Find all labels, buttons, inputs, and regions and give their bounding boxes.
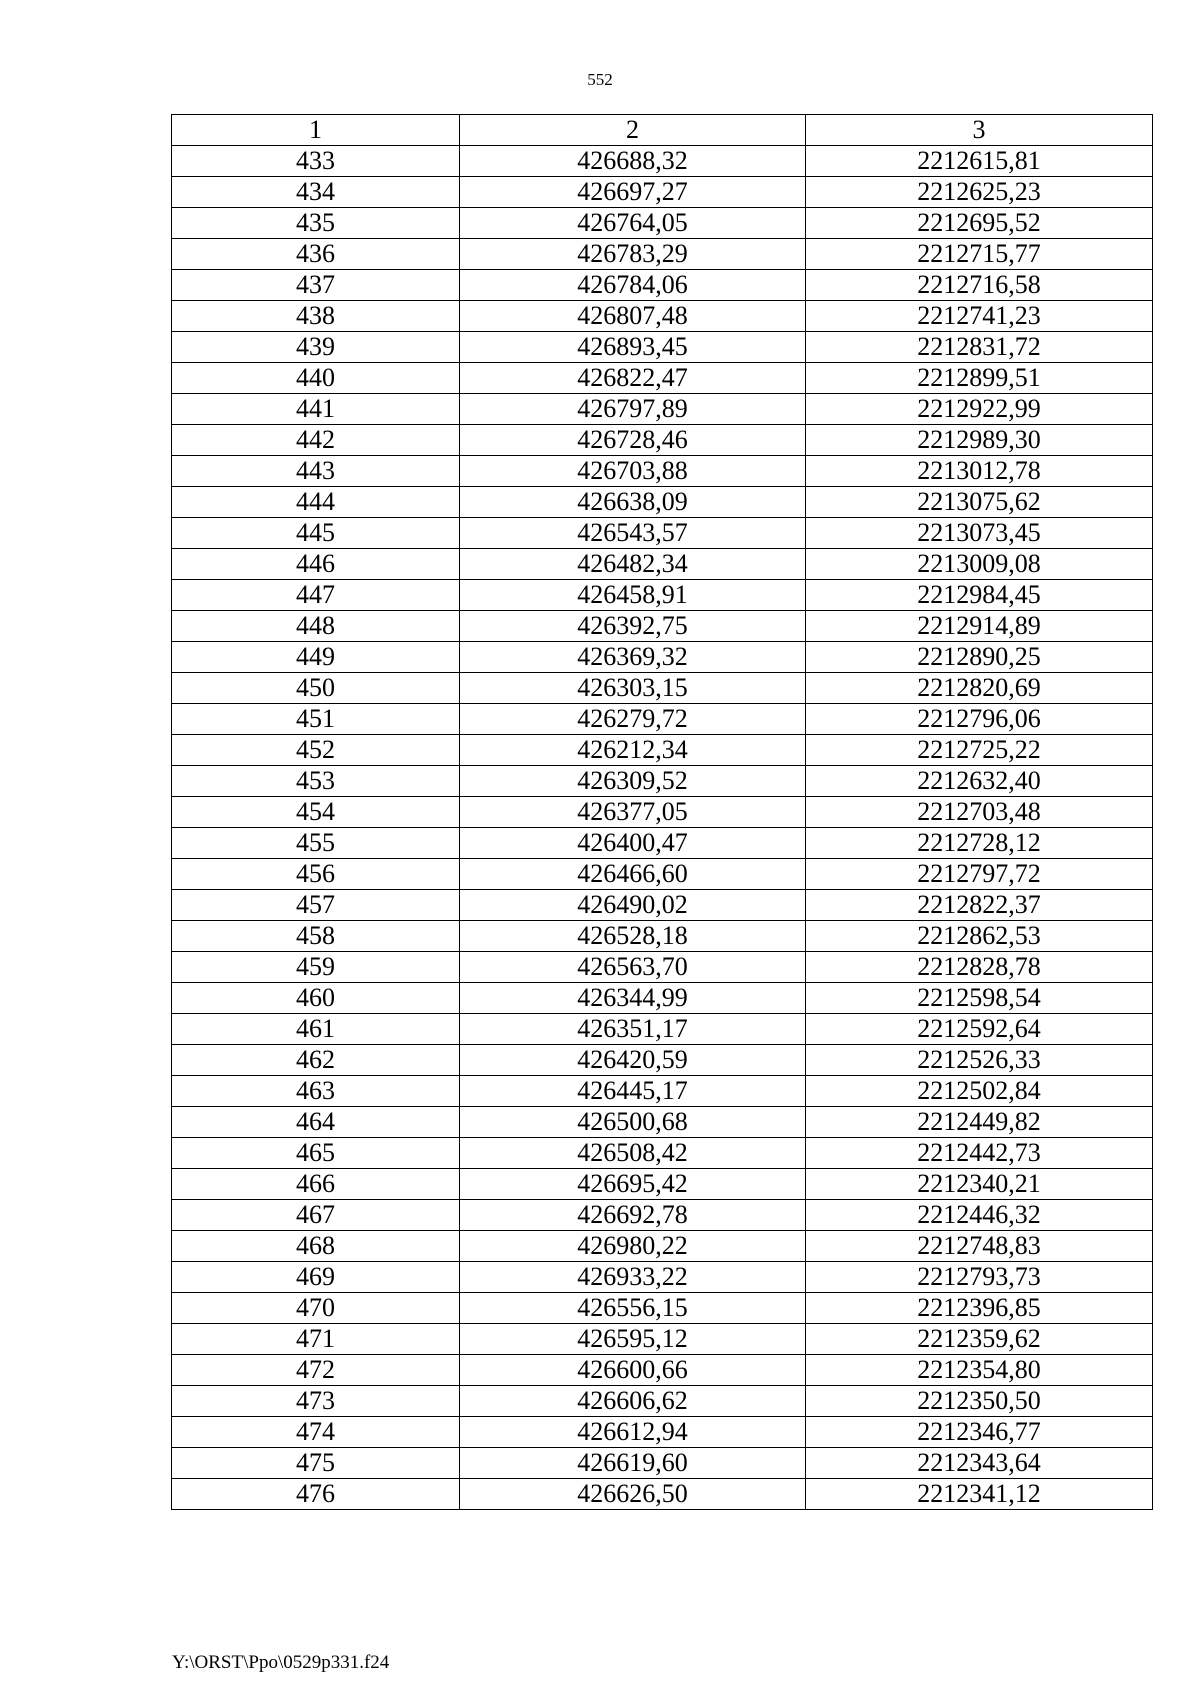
table-cell-col-2: 426980,22 <box>460 1231 806 1262</box>
table-cell-col-3: 2212502,84 <box>806 1076 1153 1107</box>
table-cell-col-1: 441 <box>172 394 460 425</box>
table-cell-col-2: 426638,09 <box>460 487 806 518</box>
table-row <box>172 549 1153 580</box>
table-cell-col-1: 449 <box>172 642 460 673</box>
table-cell-col-1: 464 <box>172 1107 460 1138</box>
footer-file-path: Y:\ORST\Ppo\0529p331.f24 <box>172 1652 390 1673</box>
table-row <box>172 642 1153 673</box>
table-row <box>172 1231 1153 1262</box>
table-cell-col-3: 2213075,62 <box>806 487 1153 518</box>
table-cell-col-3: 2212797,72 <box>806 859 1153 890</box>
table-cell-col-1: 455 <box>172 828 460 859</box>
table-row <box>172 611 1153 642</box>
table-cell-col-1: 436 <box>172 239 460 270</box>
table-cell-col-3: 2212716,58 <box>806 270 1153 301</box>
table-cell-col-1: 442 <box>172 425 460 456</box>
table-cell-col-3: 2212820,69 <box>806 673 1153 704</box>
table-cell-col-1: 465 <box>172 1138 460 1169</box>
table-cell-col-3: 2212625,23 <box>806 177 1153 208</box>
table-cell-col-3: 2212828,78 <box>806 952 1153 983</box>
table-cell-col-1: 470 <box>172 1293 460 1324</box>
table-row <box>172 301 1153 332</box>
table-cell-col-2: 426377,05 <box>460 797 806 828</box>
table-row <box>172 394 1153 425</box>
table-cell-col-3: 2212984,45 <box>806 580 1153 611</box>
table-cell-col-2: 426344,99 <box>460 983 806 1014</box>
table-cell-col-1: 461 <box>172 1014 460 1045</box>
table-cell-col-2: 426543,57 <box>460 518 806 549</box>
table-cell-col-2: 426797,89 <box>460 394 806 425</box>
table-cell-col-1: 454 <box>172 797 460 828</box>
table-cell-col-1: 475 <box>172 1448 460 1479</box>
table-cell-col-2: 426445,17 <box>460 1076 806 1107</box>
table-cell-col-3: 2212741,23 <box>806 301 1153 332</box>
table-cell-col-2: 426303,15 <box>460 673 806 704</box>
table-cell-col-1: 447 <box>172 580 460 611</box>
table-cell-col-3: 2212748,83 <box>806 1231 1153 1262</box>
table-row <box>172 1107 1153 1138</box>
table-cell-col-1: 448 <box>172 611 460 642</box>
table-cell-col-2: 426626,50 <box>460 1479 806 1510</box>
table-row <box>172 270 1153 301</box>
table-cell-col-2: 426400,47 <box>460 828 806 859</box>
table-row <box>172 177 1153 208</box>
table-cell-col-1: 451 <box>172 704 460 735</box>
table-cell-col-3: 2213073,45 <box>806 518 1153 549</box>
table-cell-col-3: 2212728,12 <box>806 828 1153 859</box>
table-cell-col-3: 2212592,64 <box>806 1014 1153 1045</box>
header-row <box>172 115 1153 146</box>
table-cell-col-3: 2212890,25 <box>806 642 1153 673</box>
table-cell-col-3: 2212354,80 <box>806 1355 1153 1386</box>
table-cell-col-1: 433 <box>172 146 460 177</box>
table-cell-col-3: 2212615,81 <box>806 146 1153 177</box>
table-cell-col-2: 426606,62 <box>460 1386 806 1417</box>
table-cell-col-1: 458 <box>172 921 460 952</box>
table-cell-col-3: 2212793,73 <box>806 1262 1153 1293</box>
table-row <box>172 1386 1153 1417</box>
table-cell-col-1: 445 <box>172 518 460 549</box>
table-row <box>172 1355 1153 1386</box>
table-cell-col-1: 460 <box>172 983 460 1014</box>
table-cell-col-3: 2212446,32 <box>806 1200 1153 1231</box>
table-cell-col-2: 426556,15 <box>460 1293 806 1324</box>
table-cell-col-2: 426619,60 <box>460 1448 806 1479</box>
table-cell-col-2: 426466,60 <box>460 859 806 890</box>
table-cell-col-3: 2212899,51 <box>806 363 1153 394</box>
table-cell-col-1: 471 <box>172 1324 460 1355</box>
table-cell-col-3: 2212359,62 <box>806 1324 1153 1355</box>
table-cell-col-3: 2213009,08 <box>806 549 1153 580</box>
table-cell-col-3: 2212632,40 <box>806 766 1153 797</box>
table-cell-col-3: 2212822,37 <box>806 890 1153 921</box>
table-cell-col-3: 2212796,06 <box>806 704 1153 735</box>
table-cell-col-2: 426728,46 <box>460 425 806 456</box>
table-cell-col-3: 2212922,99 <box>806 394 1153 425</box>
table-cell-col-3: 2212449,82 <box>806 1107 1153 1138</box>
page-number: 552 <box>587 70 613 89</box>
table-cell-col-1: 472 <box>172 1355 460 1386</box>
table-cell-col-2: 426458,91 <box>460 580 806 611</box>
table-cell-col-3: 2212725,22 <box>806 735 1153 766</box>
table-cell-col-1: 466 <box>172 1169 460 1200</box>
table-cell-col-1: 443 <box>172 456 460 487</box>
table-cell-col-1: 440 <box>172 363 460 394</box>
table-cell-col-2: 426392,75 <box>460 611 806 642</box>
table-row <box>172 952 1153 983</box>
table-cell-col-1: 435 <box>172 208 460 239</box>
table-cell-col-3: 2212526,33 <box>806 1045 1153 1076</box>
table-cell-col-1: 439 <box>172 332 460 363</box>
table-cell-col-2: 426351,17 <box>460 1014 806 1045</box>
table-row <box>172 1014 1153 1045</box>
table-cell-col-2: 426783,29 <box>460 239 806 270</box>
table-row <box>172 518 1153 549</box>
table-row <box>172 456 1153 487</box>
table-cell-col-2: 426420,59 <box>460 1045 806 1076</box>
table-row <box>172 146 1153 177</box>
table-cell-col-1: 469 <box>172 1262 460 1293</box>
header-col-2: 2 <box>460 115 806 146</box>
table-cell-col-1: 437 <box>172 270 460 301</box>
table-row <box>172 859 1153 890</box>
table-cell-col-3: 2212350,50 <box>806 1386 1153 1417</box>
table-row <box>172 1045 1153 1076</box>
table-row <box>172 828 1153 859</box>
table-cell-col-3: 2213012,78 <box>806 456 1153 487</box>
table-cell-col-3: 2212598,54 <box>806 983 1153 1014</box>
table-cell-col-2: 426692,78 <box>460 1200 806 1231</box>
table-cell-col-2: 426309,52 <box>460 766 806 797</box>
table-cell-col-2: 426595,12 <box>460 1324 806 1355</box>
table-cell-col-3: 2212715,77 <box>806 239 1153 270</box>
table-cell-col-2: 426695,42 <box>460 1169 806 1200</box>
table-cell-col-1: 444 <box>172 487 460 518</box>
table-cell-col-2: 426500,68 <box>460 1107 806 1138</box>
table-cell-col-2: 426528,18 <box>460 921 806 952</box>
table-row <box>172 797 1153 828</box>
table-cell-col-3: 2212831,72 <box>806 332 1153 363</box>
table-row <box>172 208 1153 239</box>
table-cell-col-2: 426764,05 <box>460 208 806 239</box>
table-row <box>172 1479 1153 1510</box>
table-cell-col-1: 467 <box>172 1200 460 1231</box>
table-cell-col-1: 462 <box>172 1045 460 1076</box>
table-cell-col-2: 426279,72 <box>460 704 806 735</box>
table-cell-col-1: 446 <box>172 549 460 580</box>
table-row <box>172 766 1153 797</box>
table-cell-col-2: 426563,70 <box>460 952 806 983</box>
table-cell-col-1: 457 <box>172 890 460 921</box>
table-cell-col-2: 426893,45 <box>460 332 806 363</box>
table-row <box>172 983 1153 1014</box>
coordinates-table <box>171 114 1153 1510</box>
table-cell-col-1: 452 <box>172 735 460 766</box>
table-row <box>172 1200 1153 1231</box>
table-row <box>172 1169 1153 1200</box>
table-cell-col-3: 2212396,85 <box>806 1293 1153 1324</box>
table-cell-col-3: 2212862,53 <box>806 921 1153 952</box>
table-cell-col-2: 426490,02 <box>460 890 806 921</box>
header-col-1: 1 <box>172 115 460 146</box>
table-cell-col-3: 2212343,64 <box>806 1448 1153 1479</box>
table-cell-col-2: 426600,66 <box>460 1355 806 1386</box>
table-cell-col-3: 2212914,89 <box>806 611 1153 642</box>
table-cell-col-2: 426508,42 <box>460 1138 806 1169</box>
table-row <box>172 239 1153 270</box>
table-cell-col-2: 426784,06 <box>460 270 806 301</box>
table-row <box>172 921 1153 952</box>
table-row <box>172 735 1153 766</box>
table-row <box>172 332 1153 363</box>
table-body <box>172 146 1153 1510</box>
table-cell-col-1: 450 <box>172 673 460 704</box>
table-cell-col-3: 2212346,77 <box>806 1417 1153 1448</box>
table-row <box>172 890 1153 921</box>
table-cell-col-2: 426697,27 <box>460 177 806 208</box>
table-cell-col-2: 426933,22 <box>460 1262 806 1293</box>
table-cell-col-1: 463 <box>172 1076 460 1107</box>
table-cell-col-1: 453 <box>172 766 460 797</box>
table-row <box>172 487 1153 518</box>
table-cell-col-3: 2212341,12 <box>806 1479 1153 1510</box>
table-cell-col-3: 2212989,30 <box>806 425 1153 456</box>
table-cell-col-1: 438 <box>172 301 460 332</box>
table-row <box>172 1324 1153 1355</box>
table-cell-col-3: 2212695,52 <box>806 208 1153 239</box>
table-cell-col-2: 426612,94 <box>460 1417 806 1448</box>
table-cell-col-2: 426703,88 <box>460 456 806 487</box>
table-row <box>172 1293 1153 1324</box>
table-row <box>172 580 1153 611</box>
table-cell-col-2: 426212,34 <box>460 735 806 766</box>
header-col-3: 3 <box>806 115 1153 146</box>
table-cell-col-1: 476 <box>172 1479 460 1510</box>
table-row <box>172 1262 1153 1293</box>
table-row <box>172 1138 1153 1169</box>
table-cell-col-3: 2212703,48 <box>806 797 1153 828</box>
table-row <box>172 1417 1153 1448</box>
table-row <box>172 425 1153 456</box>
table-cell-col-1: 474 <box>172 1417 460 1448</box>
table-row <box>172 1076 1153 1107</box>
table-row <box>172 1448 1153 1479</box>
table-cell-col-1: 459 <box>172 952 460 983</box>
table-row <box>172 673 1153 704</box>
table-cell-col-1: 434 <box>172 177 460 208</box>
table-cell-col-2: 426688,32 <box>460 146 806 177</box>
table-row <box>172 363 1153 394</box>
table-cell-col-2: 426482,34 <box>460 549 806 580</box>
table-cell-col-1: 456 <box>172 859 460 890</box>
table-cell-col-3: 2212340,21 <box>806 1169 1153 1200</box>
table-cell-col-1: 468 <box>172 1231 460 1262</box>
table-cell-col-1: 473 <box>172 1386 460 1417</box>
table-cell-col-2: 426822,47 <box>460 363 806 394</box>
table-row <box>172 704 1153 735</box>
table-cell-col-2: 426369,32 <box>460 642 806 673</box>
table-header <box>172 115 1153 146</box>
table-cell-col-2: 426807,48 <box>460 301 806 332</box>
table-cell-col-3: 2212442,73 <box>806 1138 1153 1169</box>
